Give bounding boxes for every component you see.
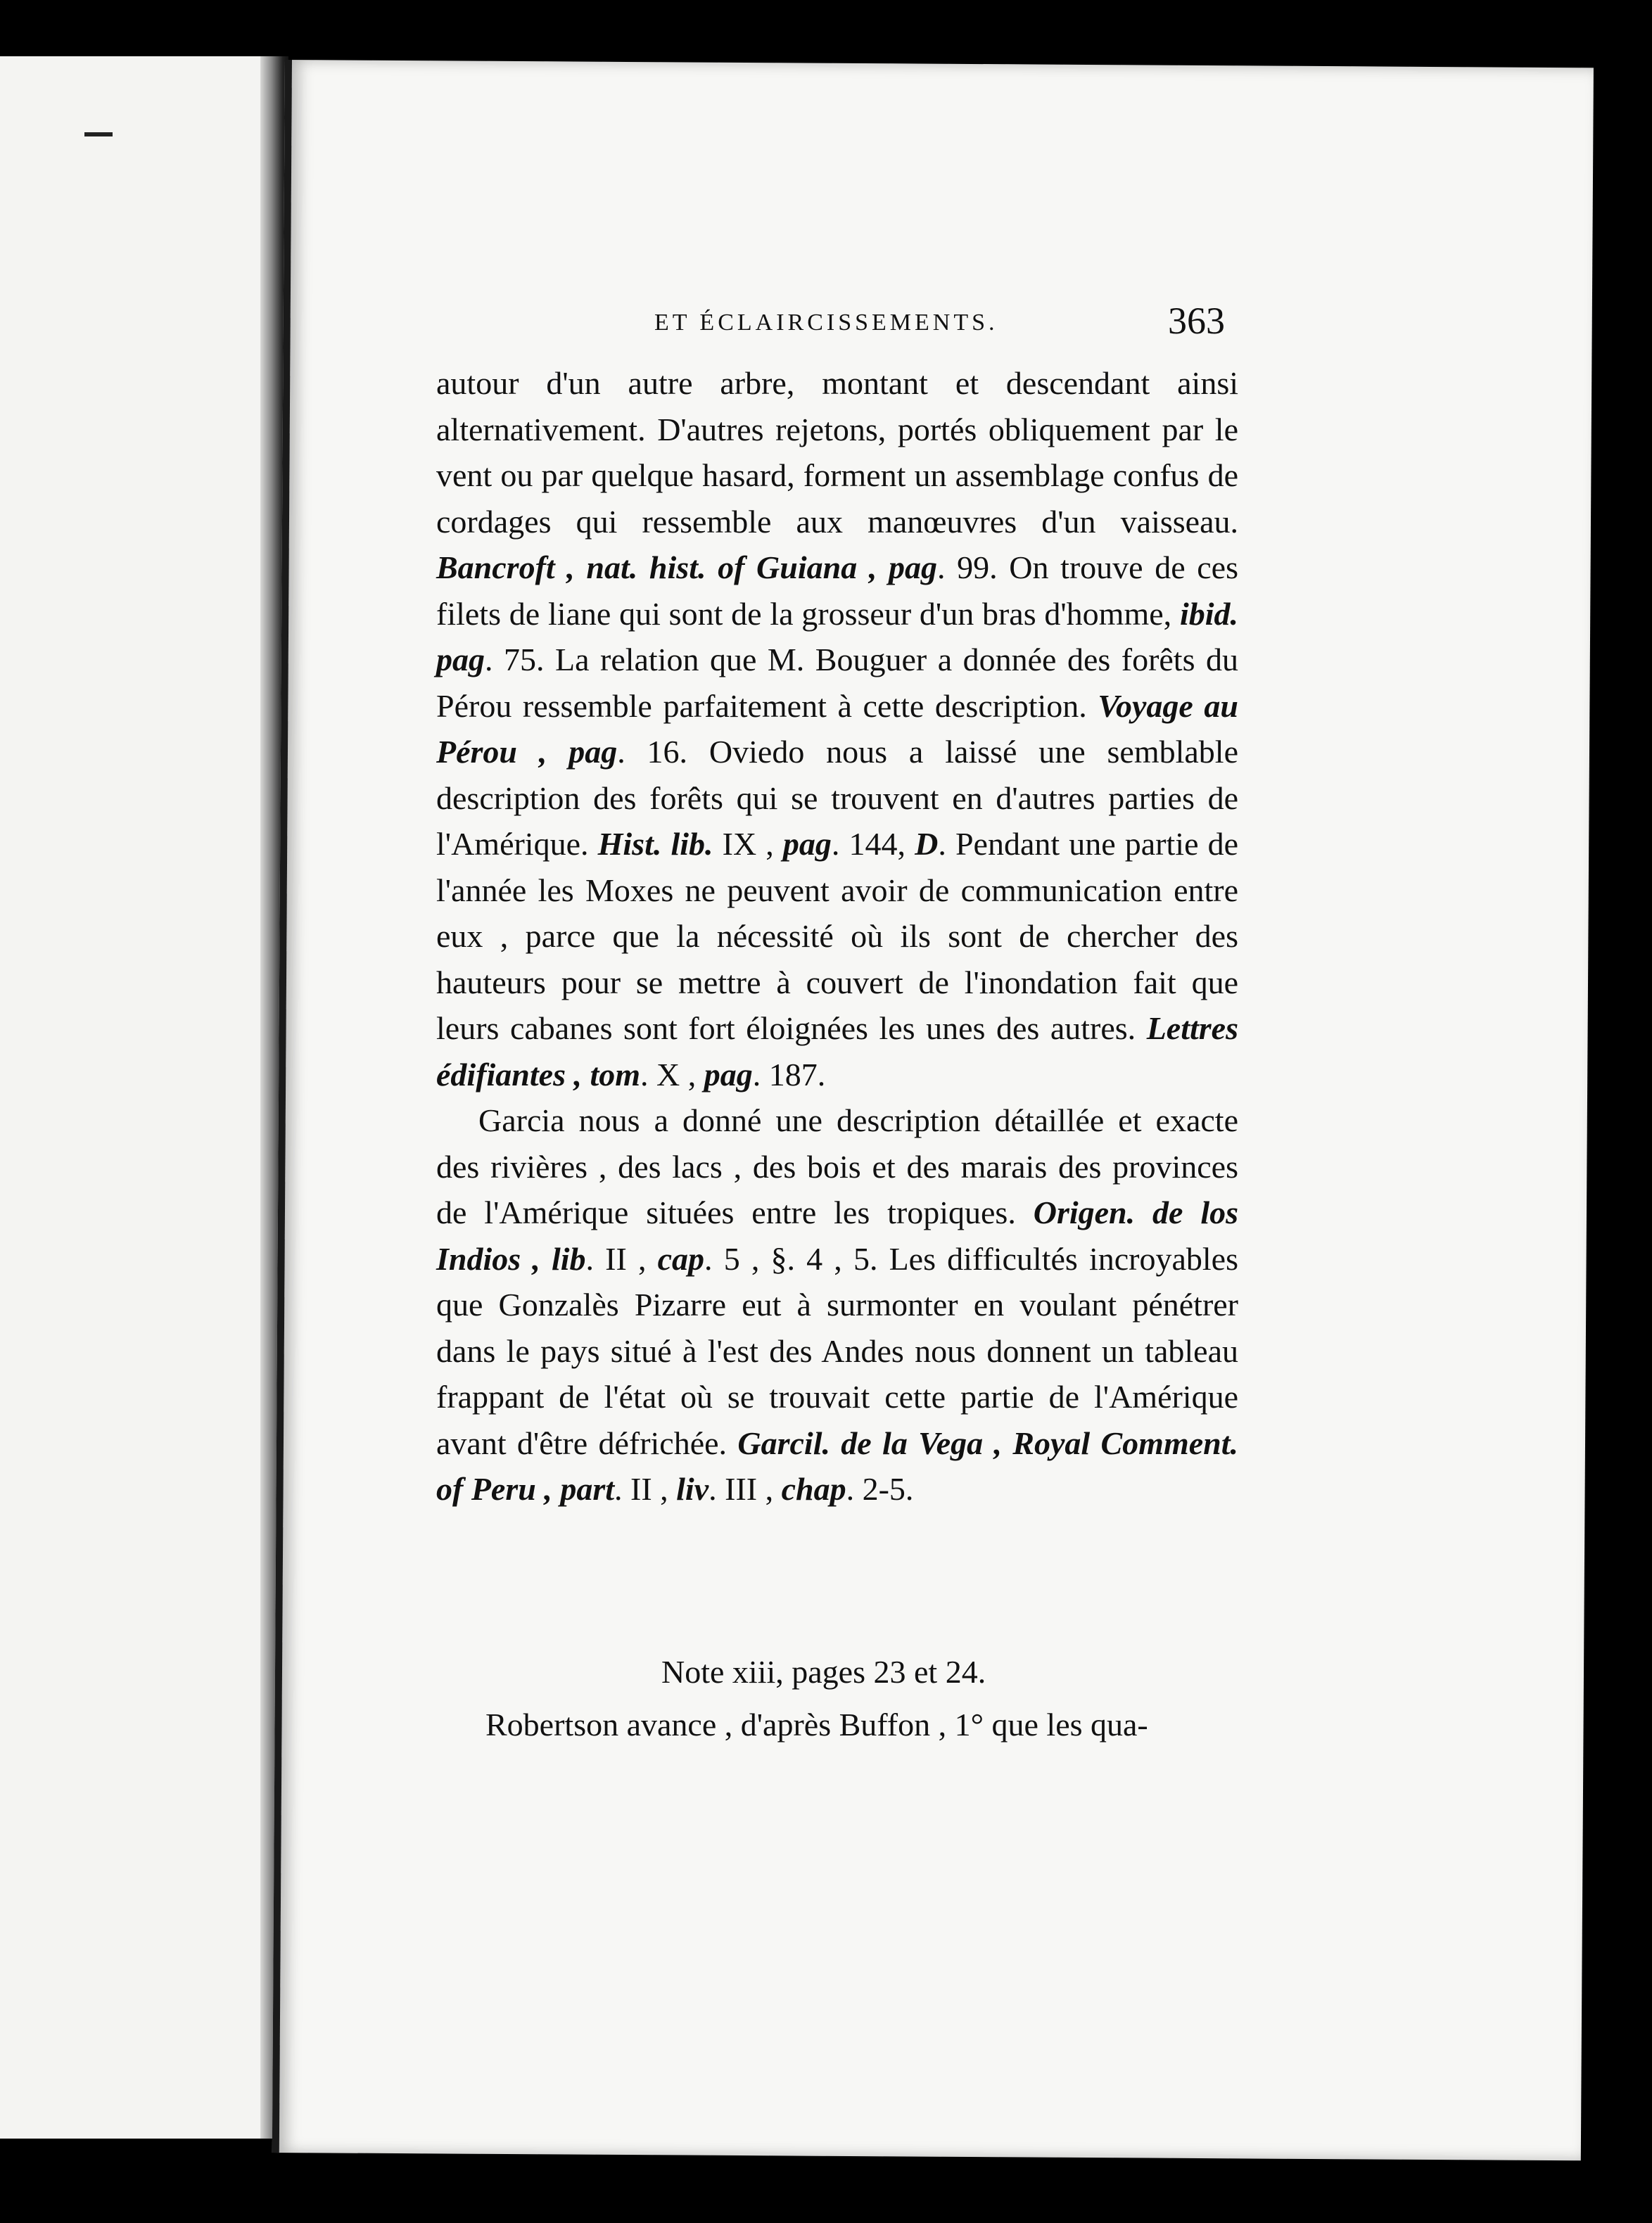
citation-italic: Lettres édifiantes , tom	[436, 1010, 1238, 1093]
text-segment: . Pendant une partie de l'année les Moxes ne peuvent avoir de communication entre eux , parce que la nécessité où ils sont de chercher des hauteurs pour se mettre à couvert de l'inondation fait que leurs cabanes sont fort éloignées les unes des autres.	[436, 826, 1239, 1046]
citation-italic: chap	[781, 1471, 846, 1507]
citation-italic: pag	[704, 1056, 753, 1093]
text-segment: . 99. On trouve de ces filets de liane qui sont de la grosseur d'un bras d'homme,	[436, 549, 1238, 632]
final-line: Robertson avance , d'après Buffon , 1° que les qua-	[485, 1707, 1148, 1743]
paragraph-1	[436, 360, 1238, 1097]
text-segment: autour d'un autre arbre, montant et descendant ainsi alternativement. D'autres rejetons, portés obliquement par le vent ou par quelque hasard, forment un assemblage confus de cordages qui ressemble aux manœuvres d'un vaisseau.	[436, 365, 1238, 540]
left-page	[0, 56, 267, 2139]
citation-italic: liv	[676, 1471, 709, 1507]
running-head: ET ÉCLAIRCISSEMENTS.	[654, 310, 998, 336]
text-segment: . II ,	[614, 1471, 677, 1507]
paragraph-2	[436, 1097, 1238, 1512]
text-segment: . 16. Oviedo nous a laissé une semblable description des forêts qui se trouvent en d'autres parties de l'Amérique.	[436, 734, 1239, 862]
citation-italic: ibid. pag	[436, 595, 1238, 677]
citation-italic: Origen. de los Indios , lib	[436, 1195, 1239, 1277]
text-segment: . 5 , §. 4 , 5. Les difficultés incroyables que Gonzalès Pizarre eut à surmonter en voulant pénétrer dans le pays situé à l'est des Andes nous donnent un tableau frappant de l'état où se trouvait cette partie de l'Amérique avant d'être défrichée.	[436, 1240, 1238, 1461]
page-number: 363	[1168, 300, 1225, 342]
citation-italic: cap	[657, 1240, 705, 1277]
text-segment: . X ,	[640, 1056, 704, 1093]
citation-italic: Bancroft , nat. hist. of Guiana , pag	[436, 549, 937, 585]
text-segment: . II ,	[585, 1240, 658, 1277]
citation-italic: Voyage au Pérou , pag	[436, 687, 1238, 770]
citation-italic: pag	[782, 826, 832, 862]
text-segment: . 144,	[831, 826, 915, 862]
citation-italic: Hist. lib.	[597, 826, 713, 862]
text-segment: . 187.	[752, 1056, 826, 1093]
text-segment: . III ,	[709, 1471, 782, 1507]
citation-italic: Garcil. de la Vega , Royal Comment. of Peru , part	[436, 1425, 1239, 1507]
text-segment: . 75. La relation que M. Bouguer a donnée des forêts du Pérou ressemble parfaitement à cette description.	[436, 642, 1238, 724]
body-text	[436, 360, 1238, 1512]
text-segment: IX ,	[713, 826, 783, 862]
text-segment: . 2-5.	[846, 1471, 914, 1507]
ink-mark	[84, 132, 113, 136]
note-heading: Note xiii, pages 23 et 24.	[661, 1654, 986, 1690]
citation-italic: D	[915, 826, 939, 862]
text-segment: Garcia nous a donné une description détaillée et exacte des rivières , des lacs , des bois et des marais des provinces de l'Amérique situées entre les tropiques.	[436, 1102, 1238, 1230]
